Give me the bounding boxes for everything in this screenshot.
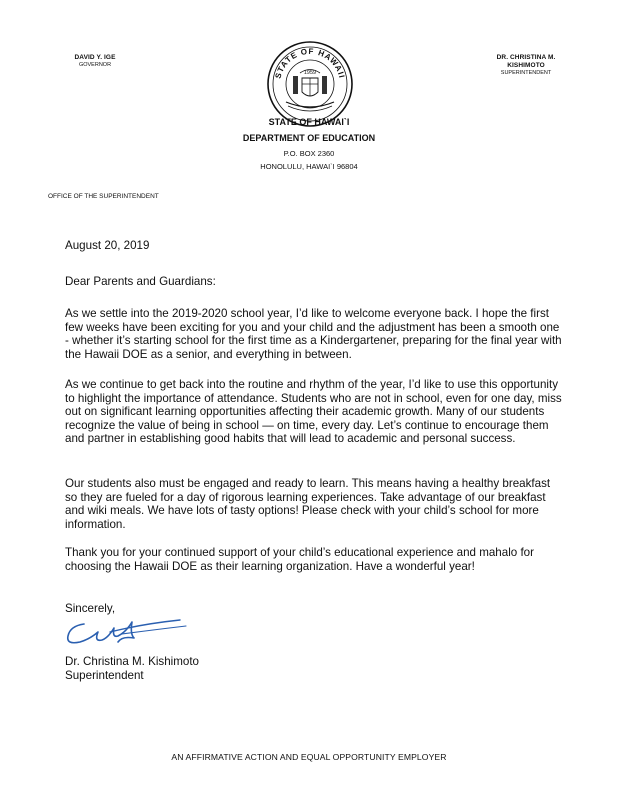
state-of-hawaii-seal-icon (266, 40, 354, 128)
superintendent-header-title: SUPERINTENDENT (500, 70, 552, 76)
footer-statement: AN AFFIRMATIVE ACTION AND EQUAL OPPORTUNITY EMPLOYER (171, 752, 447, 762)
governor-name: DAVID Y. IGE (74, 54, 116, 61)
seal-year: 1959 (303, 70, 317, 76)
superintendent-block (478, 54, 574, 77)
salutation: Dear Parents and Guardians: (65, 275, 216, 288)
superintendent-header-name: DR. CHRISTINA M. KISHIMOTO (496, 54, 556, 69)
po-box: P.O. BOX 2360 (283, 149, 335, 158)
paragraph-breakfast: Our students also must be engaged and ready to learn. This means having a healthy breakfast so they are fueled for a day of rigorous learning experiences. Take advantage of our breakfast and wiki meals. We have lots of tasty options! Please check with your child’s school for more information. (65, 477, 551, 531)
closing: Sincerely, (65, 602, 116, 615)
seal-text: STATE OF HAWAII (273, 46, 347, 80)
signer-name: Dr. Christina M. Kishimoto (65, 655, 200, 668)
signer-title: Superintendent (65, 669, 144, 682)
state-name: STATE OF HAWAI`I (268, 117, 350, 127)
paragraph-welcome: As we settle into the 2019-2020 school year, I’d like to welcome everyone back. I hope the first few weeks have been exciting for you and your child and the adjustment has been a smooth one - whether it’s starting school for the first time as a Kindergartener, preparing for the final year with the Hawaii DOE as a senior, and everything in between. (65, 307, 562, 361)
city-address: HONOLULU, HAWAI`I 96804 (260, 162, 358, 171)
department-name: DEPARTMENT OF EDUCATION (242, 133, 376, 143)
governor-block (60, 54, 130, 69)
letter-date: August 20, 2019 (65, 239, 150, 252)
governor-title: GOVERNOR (78, 62, 112, 68)
paragraph-attendance: As we continue to get back into the routine and rhythm of the year, I’d like to use this opportunity to highlight the importance of attendance. Students who are not in school, even for one day, miss out on significant learning opportunities affecting their academic growth. Many of our students recognize the value of being in school — on time, every day. Let’s continue to encourage them and partner in establishing good habits that will lead to academic and personal success. (65, 378, 562, 446)
signature-icon (62, 612, 192, 652)
office-label: OFFICE OF THE SUPERINTENDENT (48, 193, 159, 200)
paragraph-thanks: Thank you for your continued support of your child’s educational experience and mahalo for choosing the Hawaii DOE as their learning organization. Have a wonderful year! (65, 546, 534, 573)
